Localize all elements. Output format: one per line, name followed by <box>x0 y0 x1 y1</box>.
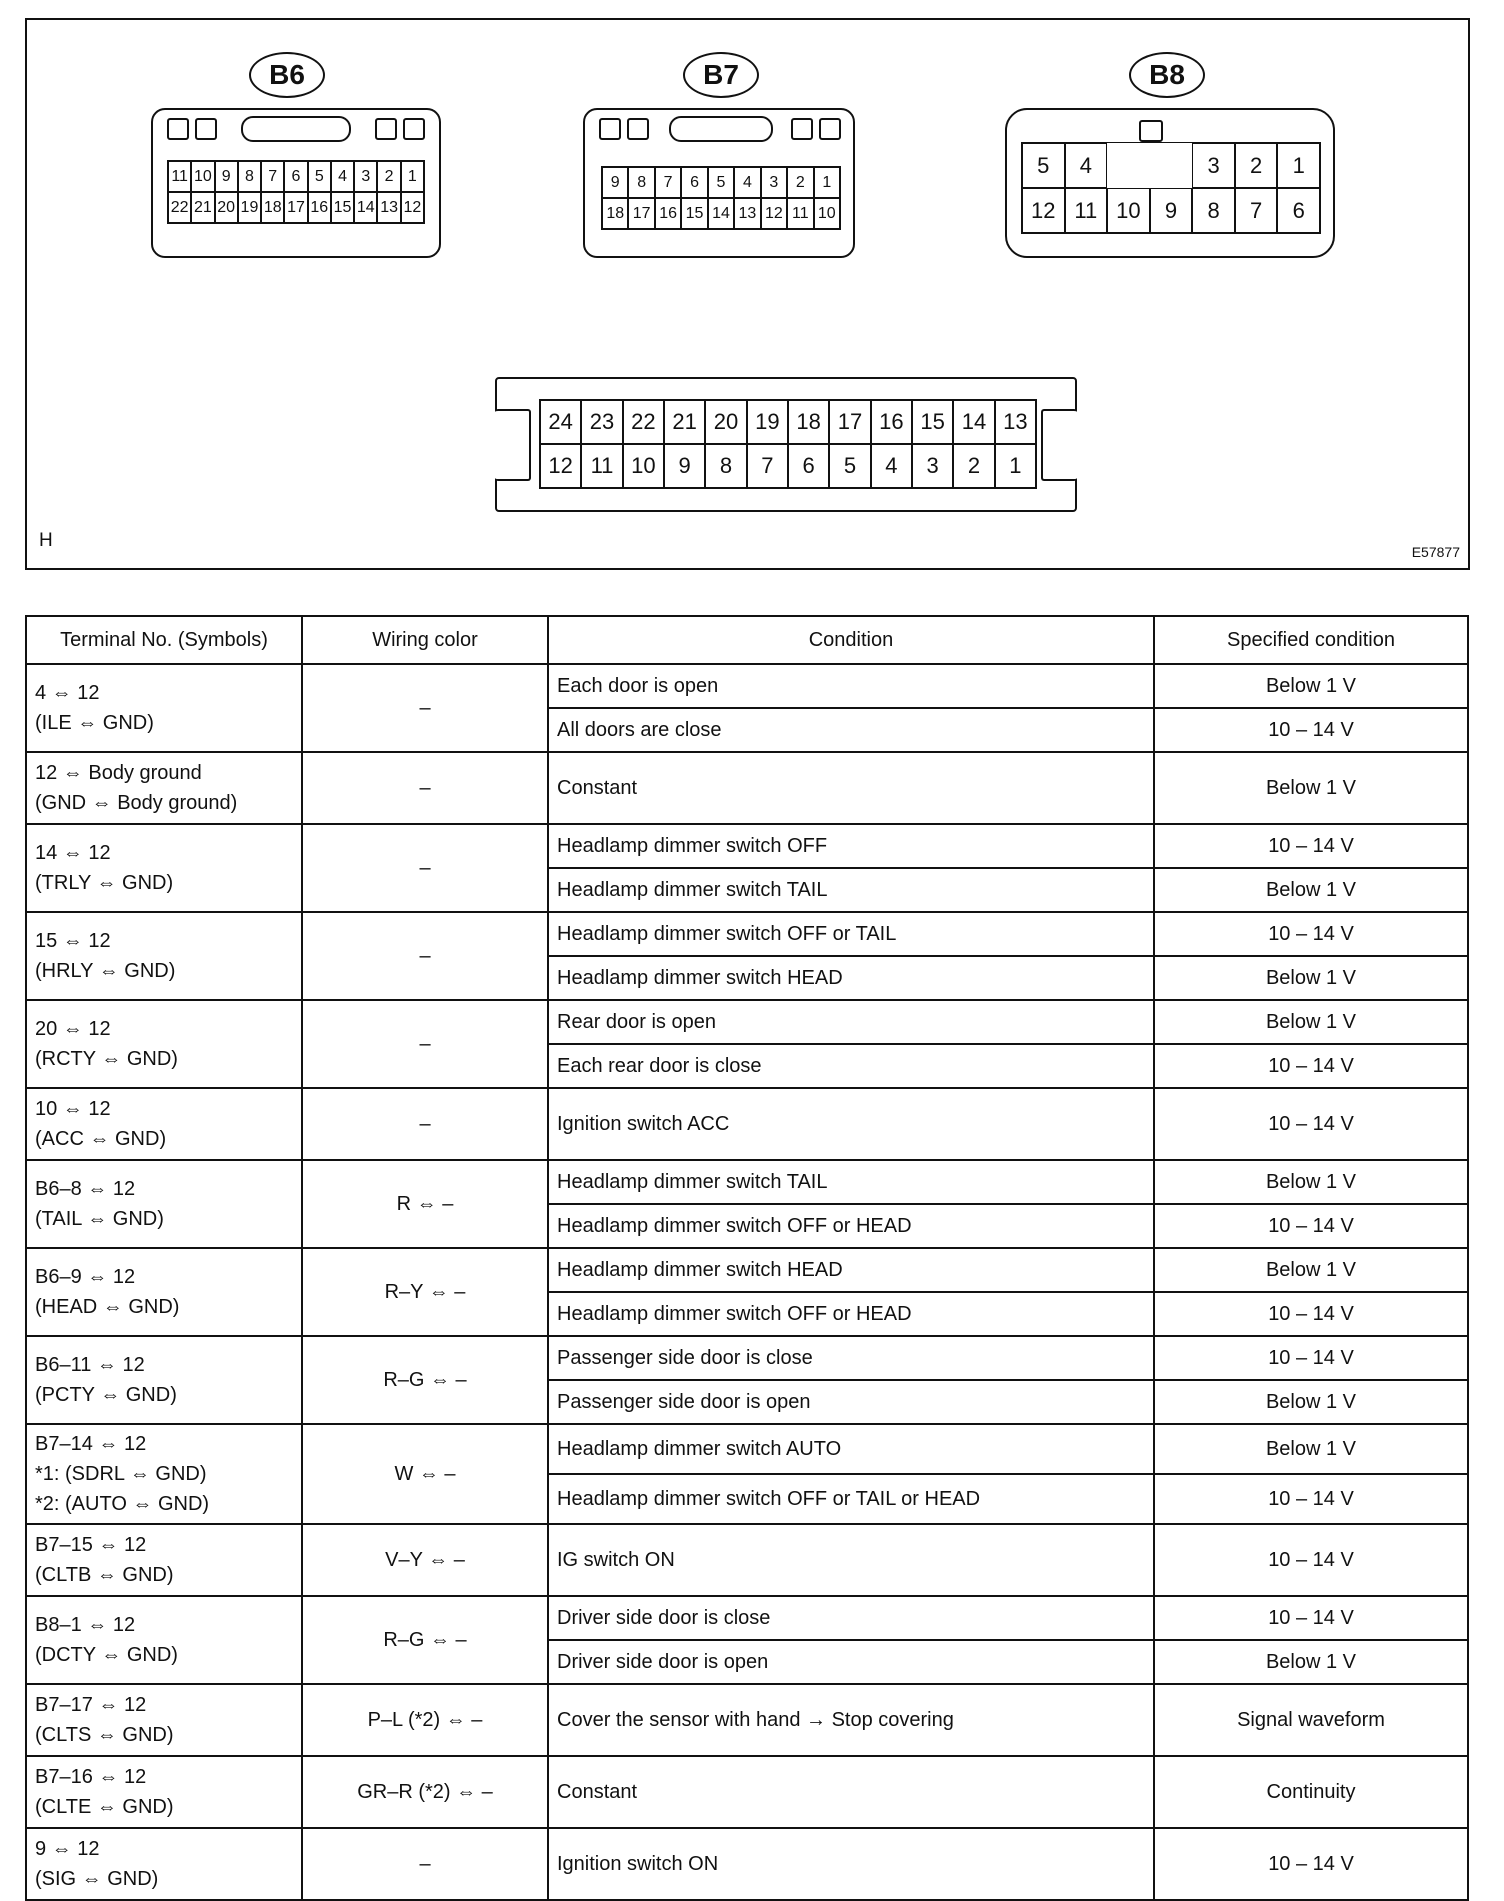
terminal-line: (DCTY ⇔ GND) <box>35 1644 178 1666</box>
wiring-cell: GR–R (*2) ⇔ – <box>302 1756 548 1828</box>
terminal-line: 4 ⇔ 12 <box>35 682 100 704</box>
pin-main-row2-6: 6 <box>788 444 829 488</box>
terminal-line: (CLTE ⇔ GND) <box>35 1796 174 1818</box>
table-row <box>26 1088 1468 1160</box>
condition-cell: Each door is open <box>548 664 1154 708</box>
condition-cell: Cover the sensor with hand → Stop covering <box>548 1684 1154 1756</box>
wiring-cell: R ⇔ – <box>302 1160 548 1248</box>
pin-b6-row1-10: 1 <box>401 161 424 192</box>
pin-main-row2-10: 2 <box>953 444 994 488</box>
terminal-line: B6–8 ⇔ 12 <box>35 1178 136 1200</box>
spec-cell: Below 1 V <box>1154 1000 1468 1044</box>
pin-main-row2-11: 1 <box>995 444 1036 488</box>
terminal-table <box>25 615 1469 1901</box>
header-spec: Specified condition <box>1154 616 1468 664</box>
terminal-line: (CLTS ⇔ GND) <box>35 1724 174 1746</box>
pin-b7-row1-7: 2 <box>787 167 813 198</box>
condition-cell: Driver side door is close <box>548 1596 1154 1640</box>
connector-b7 <box>583 108 855 258</box>
table-header-row <box>26 616 1468 664</box>
pin-b6-row1-4: 7 <box>261 161 284 192</box>
table-body <box>26 664 1468 1900</box>
wiring-cell: – <box>302 752 548 824</box>
pin-main-row1-0: 24 <box>540 400 581 444</box>
table-row <box>26 1424 1468 1474</box>
pin-b6-row1-9: 2 <box>377 161 400 192</box>
table-row <box>26 1684 1468 1756</box>
terminal-line: (PCTY ⇔ GND) <box>35 1384 177 1406</box>
connector-diagram <box>25 18 1470 570</box>
connector-b6 <box>151 108 441 258</box>
condition-cell: Ignition switch ON <box>548 1828 1154 1900</box>
terminal-line: B7–16 ⇔ 12 <box>35 1766 147 1788</box>
condition-cell: Headlamp dimmer switch HEAD <box>548 956 1154 1000</box>
condition-cell: IG switch ON <box>548 1524 1154 1596</box>
pin-main-row2-0: 12 <box>540 444 581 488</box>
terminal-line: B7–17 ⇔ 12 <box>35 1694 147 1716</box>
pin-b7-row2-7: 11 <box>787 198 813 229</box>
spec-cell: 10 – 14 V <box>1154 1204 1468 1248</box>
pin-b6-row1-2: 9 <box>215 161 238 192</box>
pin-b8-row1-6: 1 <box>1277 143 1320 188</box>
connector-key <box>1139 120 1163 142</box>
terminal-cell <box>26 1524 302 1596</box>
connector-label-b8: B8 <box>1129 52 1205 98</box>
pin-b6-row1-6: 5 <box>308 161 331 192</box>
pin-main-row1-7: 17 <box>829 400 870 444</box>
figure-code: E57877 <box>1411 544 1460 560</box>
terminal-line: 9 ⇔ 12 <box>35 1838 100 1860</box>
table-row <box>26 1160 1468 1204</box>
pin-main-row1-5: 19 <box>747 400 788 444</box>
table-row <box>26 1336 1468 1380</box>
table-row <box>26 1756 1468 1828</box>
connector-label-b7: B7 <box>683 52 759 98</box>
pin-b6-row2-1: 21 <box>191 192 214 223</box>
pin-main-row2-8: 4 <box>871 444 912 488</box>
terminal-cell <box>26 824 302 912</box>
table-row <box>26 1000 1468 1044</box>
pin-b7-row1-0: 9 <box>602 167 628 198</box>
table-row <box>26 752 1468 824</box>
wiring-cell: V–Y ⇔ – <box>302 1524 548 1596</box>
pin-main-row1-11: 13 <box>995 400 1036 444</box>
table-row <box>26 664 1468 708</box>
connector-lock-tab <box>241 116 351 142</box>
connector-latch <box>791 118 813 140</box>
wiring-cell: – <box>302 912 548 1000</box>
pin-b6-row2-8: 14 <box>354 192 377 223</box>
spec-cell: Below 1 V <box>1154 956 1468 1000</box>
connector-latch <box>167 118 189 140</box>
pin-grid-b8 <box>1021 142 1321 234</box>
terminal-cell <box>26 1160 302 1248</box>
pin-b7-row1-6: 3 <box>761 167 787 198</box>
pin-b6-row2-5: 17 <box>284 192 307 223</box>
pin-b7-row1-4: 5 <box>708 167 734 198</box>
terminal-cell <box>26 1756 302 1828</box>
wiring-cell: R–G ⇔ – <box>302 1336 548 1424</box>
spec-cell: 10 – 14 V <box>1154 1474 1468 1524</box>
spec-cell: Below 1 V <box>1154 868 1468 912</box>
pin-main-row1-1: 23 <box>581 400 622 444</box>
terminal-line: B8–1 ⇔ 12 <box>35 1614 136 1636</box>
terminal-cell <box>26 1248 302 1336</box>
spec-cell: Below 1 V <box>1154 1160 1468 1204</box>
terminal-line: (GND ⇔ Body ground) <box>35 792 238 814</box>
condition-cell: Headlamp dimmer switch OFF or TAIL <box>548 912 1154 956</box>
terminal-line: (CLTB ⇔ GND) <box>35 1564 174 1586</box>
terminal-cell <box>26 1088 302 1160</box>
terminal-cell <box>26 1336 302 1424</box>
terminal-cell <box>26 664 302 752</box>
pin-b6-row2-9: 13 <box>377 192 400 223</box>
terminal-line: (TRLY ⇔ GND) <box>35 872 174 894</box>
pin-main-row1-2: 22 <box>623 400 664 444</box>
wiring-cell: W ⇔ – <box>302 1424 548 1524</box>
connector-latch <box>195 118 217 140</box>
condition-cell: Headlamp dimmer switch TAIL <box>548 1160 1154 1204</box>
terminal-line: (RCTY ⇔ GND) <box>35 1048 178 1070</box>
spec-cell: Below 1 V <box>1154 1640 1468 1684</box>
pin-b8-row1-5: 2 <box>1235 143 1278 188</box>
condition-cell: Passenger side door is open <box>548 1380 1154 1424</box>
wiring-cell: – <box>302 1000 548 1088</box>
pin-b7-row2-1: 17 <box>628 198 654 229</box>
pin-grid-b6 <box>167 160 425 224</box>
condition-cell: Passenger side door is close <box>548 1336 1154 1380</box>
terminal-line: (ACC ⇔ GND) <box>35 1128 167 1150</box>
pin-b8-row1-1: 4 <box>1065 143 1108 188</box>
pin-main-row2-7: 5 <box>829 444 870 488</box>
spec-cell: 10 – 14 V <box>1154 912 1468 956</box>
condition-cell: Driver side door is open <box>548 1640 1154 1684</box>
pin-b8-row2-5: 7 <box>1235 188 1278 233</box>
pin-b7-row1-2: 7 <box>655 167 681 198</box>
pin-b6-row2-6: 16 <box>308 192 331 223</box>
pin-main-row1-6: 18 <box>788 400 829 444</box>
pin-b6-row1-1: 10 <box>191 161 214 192</box>
table-row <box>26 824 1468 868</box>
pin-main-row1-10: 14 <box>953 400 994 444</box>
pin-b8-row2-1: 11 <box>1065 188 1108 233</box>
terminal-line: *2: (AUTO ⇔ GND) <box>35 1493 210 1515</box>
spec-cell: 10 – 14 V <box>1154 1044 1468 1088</box>
pin-main-row2-5: 7 <box>747 444 788 488</box>
pin-main-row2-3: 9 <box>664 444 705 488</box>
spec-cell: Below 1 V <box>1154 1380 1468 1424</box>
header-wiring: Wiring color <box>302 616 548 664</box>
pin-b8-row2-0: 12 <box>1022 188 1065 233</box>
terminal-cell <box>26 912 302 1000</box>
wiring-cell: R–G ⇔ – <box>302 1596 548 1684</box>
wiring-cell: – <box>302 1088 548 1160</box>
condition-cell: Headlamp dimmer switch HEAD <box>548 1248 1154 1292</box>
connector-b8 <box>1005 108 1335 258</box>
spec-cell: 10 – 14 V <box>1154 1596 1468 1640</box>
pin-b7-row2-2: 16 <box>655 198 681 229</box>
spec-cell: Below 1 V <box>1154 1424 1468 1474</box>
terminal-cell <box>26 1684 302 1756</box>
pin-b7-row2-0: 18 <box>602 198 628 229</box>
connector-main <box>495 377 1077 512</box>
terminal-line: 20 ⇔ 12 <box>35 1018 111 1040</box>
wiring-cell: – <box>302 1828 548 1900</box>
pin-b6-row2-0: 22 <box>168 192 191 223</box>
pin-b8-row2-2: 10 <box>1107 188 1150 233</box>
pin-b6-row2-7: 15 <box>331 192 354 223</box>
condition-cell: Each rear door is close <box>548 1044 1154 1088</box>
header-terminal: Terminal No. (Symbols) <box>26 616 302 664</box>
connector-side-tab <box>1041 409 1077 481</box>
pin-b8-row1-4: 3 <box>1192 143 1235 188</box>
wiring-cell: – <box>302 824 548 912</box>
terminal-line: B6–9 ⇔ 12 <box>35 1266 136 1288</box>
connector-latch <box>599 118 621 140</box>
pin-b7-row2-8: 10 <box>814 198 840 229</box>
pin-b6-row2-2: 20 <box>215 192 238 223</box>
terminal-line: 14 ⇔ 12 <box>35 842 111 864</box>
condition-cell: Headlamp dimmer switch OFF or HEAD <box>548 1204 1154 1248</box>
pin-main-row1-9: 15 <box>912 400 953 444</box>
terminal-cell <box>26 1424 302 1524</box>
spec-cell: 10 – 14 V <box>1154 1524 1468 1596</box>
terminal-line: B7–15 ⇔ 12 <box>35 1534 147 1556</box>
terminal-line: 12 ⇔ Body ground <box>35 762 202 784</box>
pin-main-row2-1: 11 <box>581 444 622 488</box>
condition-cell: Headlamp dimmer switch TAIL <box>548 868 1154 912</box>
terminal-line: 10 ⇔ 12 <box>35 1098 111 1120</box>
terminal-line: (SIG ⇔ GND) <box>35 1868 159 1890</box>
table-row <box>26 1828 1468 1900</box>
terminal-line: (HEAD ⇔ GND) <box>35 1296 180 1318</box>
terminal-cell <box>26 1596 302 1684</box>
pin-main-row1-4: 20 <box>705 400 746 444</box>
connector-latch <box>627 118 649 140</box>
pin-b7-row1-1: 8 <box>628 167 654 198</box>
terminal-cell <box>26 1828 302 1900</box>
wiring-cell: P–L (*2) ⇔ – <box>302 1684 548 1756</box>
condition-cell: Rear door is open <box>548 1000 1154 1044</box>
spec-cell: Below 1 V <box>1154 1248 1468 1292</box>
table-row <box>26 1248 1468 1292</box>
pin-b6-row1-0: 11 <box>168 161 191 192</box>
connector-lock-tab <box>669 116 773 142</box>
connector-label-b6: B6 <box>249 52 325 98</box>
terminal-line: B7–14 ⇔ 12 <box>35 1433 147 1455</box>
pin-grid-b7 <box>601 166 841 230</box>
pin-b7-row2-4: 14 <box>708 198 734 229</box>
pin-b6-row2-3: 19 <box>238 192 261 223</box>
connector-side-tab <box>495 409 531 481</box>
spec-cell: Below 1 V <box>1154 664 1468 708</box>
pin-b6-row2-4: 18 <box>261 192 284 223</box>
pin-main-row2-9: 3 <box>912 444 953 488</box>
pin-b8-row1-3 <box>1150 143 1193 188</box>
spec-cell: Continuity <box>1154 1756 1468 1828</box>
condition-cell: All doors are close <box>548 708 1154 752</box>
spec-cell: 10 – 14 V <box>1154 824 1468 868</box>
terminal-cell <box>26 1000 302 1088</box>
terminal-cell <box>26 752 302 824</box>
condition-cell: Constant <box>548 752 1154 824</box>
spec-cell: 10 – 14 V <box>1154 1292 1468 1336</box>
pin-b8-row2-4: 8 <box>1192 188 1235 233</box>
pin-b7-row1-8: 1 <box>814 167 840 198</box>
terminal-line: *1: (SDRL ⇔ GND) <box>35 1463 207 1485</box>
pin-b8-row1-2 <box>1107 143 1150 188</box>
spec-cell: Below 1 V <box>1154 752 1468 824</box>
wiring-cell: – <box>302 664 548 752</box>
table-row <box>26 912 1468 956</box>
pin-main-row1-8: 16 <box>871 400 912 444</box>
spec-cell: 10 – 14 V <box>1154 1336 1468 1380</box>
table-row <box>26 1524 1468 1596</box>
corner-label: H <box>39 530 53 551</box>
connector-latch <box>403 118 425 140</box>
pin-b7-row2-3: 15 <box>681 198 707 229</box>
pin-b6-row1-3: 8 <box>238 161 261 192</box>
pin-b8-row1-0: 5 <box>1022 143 1065 188</box>
pin-main-row1-3: 21 <box>664 400 705 444</box>
pin-grid-main <box>539 399 1037 489</box>
condition-cell: Headlamp dimmer switch OFF or TAIL or HEAD <box>548 1474 1154 1524</box>
pin-b6-row1-8: 3 <box>354 161 377 192</box>
pin-main-row2-2: 10 <box>623 444 664 488</box>
condition-cell: Ignition switch ACC <box>548 1088 1154 1160</box>
pin-b8-row2-3: 9 <box>1150 188 1193 233</box>
pin-b6-row1-5: 6 <box>284 161 307 192</box>
pin-b7-row1-3: 6 <box>681 167 707 198</box>
pin-b8-row2-6: 6 <box>1277 188 1320 233</box>
pin-b7-row2-5: 13 <box>734 198 760 229</box>
wiring-cell: R–Y ⇔ – <box>302 1248 548 1336</box>
pin-b7-row2-6: 12 <box>761 198 787 229</box>
terminal-line: B6–11 ⇔ 12 <box>35 1354 145 1376</box>
terminal-line: (TAIL ⇔ GND) <box>35 1208 164 1230</box>
header-condition: Condition <box>548 616 1154 664</box>
pin-b6-row2-10: 12 <box>401 192 424 223</box>
condition-cell: Headlamp dimmer switch AUTO <box>548 1424 1154 1474</box>
spec-cell: 10 – 14 V <box>1154 1828 1468 1900</box>
connector-latch <box>375 118 397 140</box>
terminal-line: (HRLY ⇔ GND) <box>35 960 176 982</box>
terminal-line: (ILE ⇔ GND) <box>35 712 154 734</box>
condition-cell: Headlamp dimmer switch OFF <box>548 824 1154 868</box>
spec-cell: Signal waveform <box>1154 1684 1468 1756</box>
terminal-line: 15 ⇔ 12 <box>35 930 111 952</box>
pin-b7-row1-5: 4 <box>734 167 760 198</box>
pin-main-row2-4: 8 <box>705 444 746 488</box>
connector-latch <box>819 118 841 140</box>
condition-cell: Constant <box>548 1756 1154 1828</box>
pin-b6-row1-7: 4 <box>331 161 354 192</box>
table-row <box>26 1596 1468 1640</box>
condition-cell: Headlamp dimmer switch OFF or HEAD <box>548 1292 1154 1336</box>
spec-cell: 10 – 14 V <box>1154 1088 1468 1160</box>
spec-cell: 10 – 14 V <box>1154 708 1468 752</box>
